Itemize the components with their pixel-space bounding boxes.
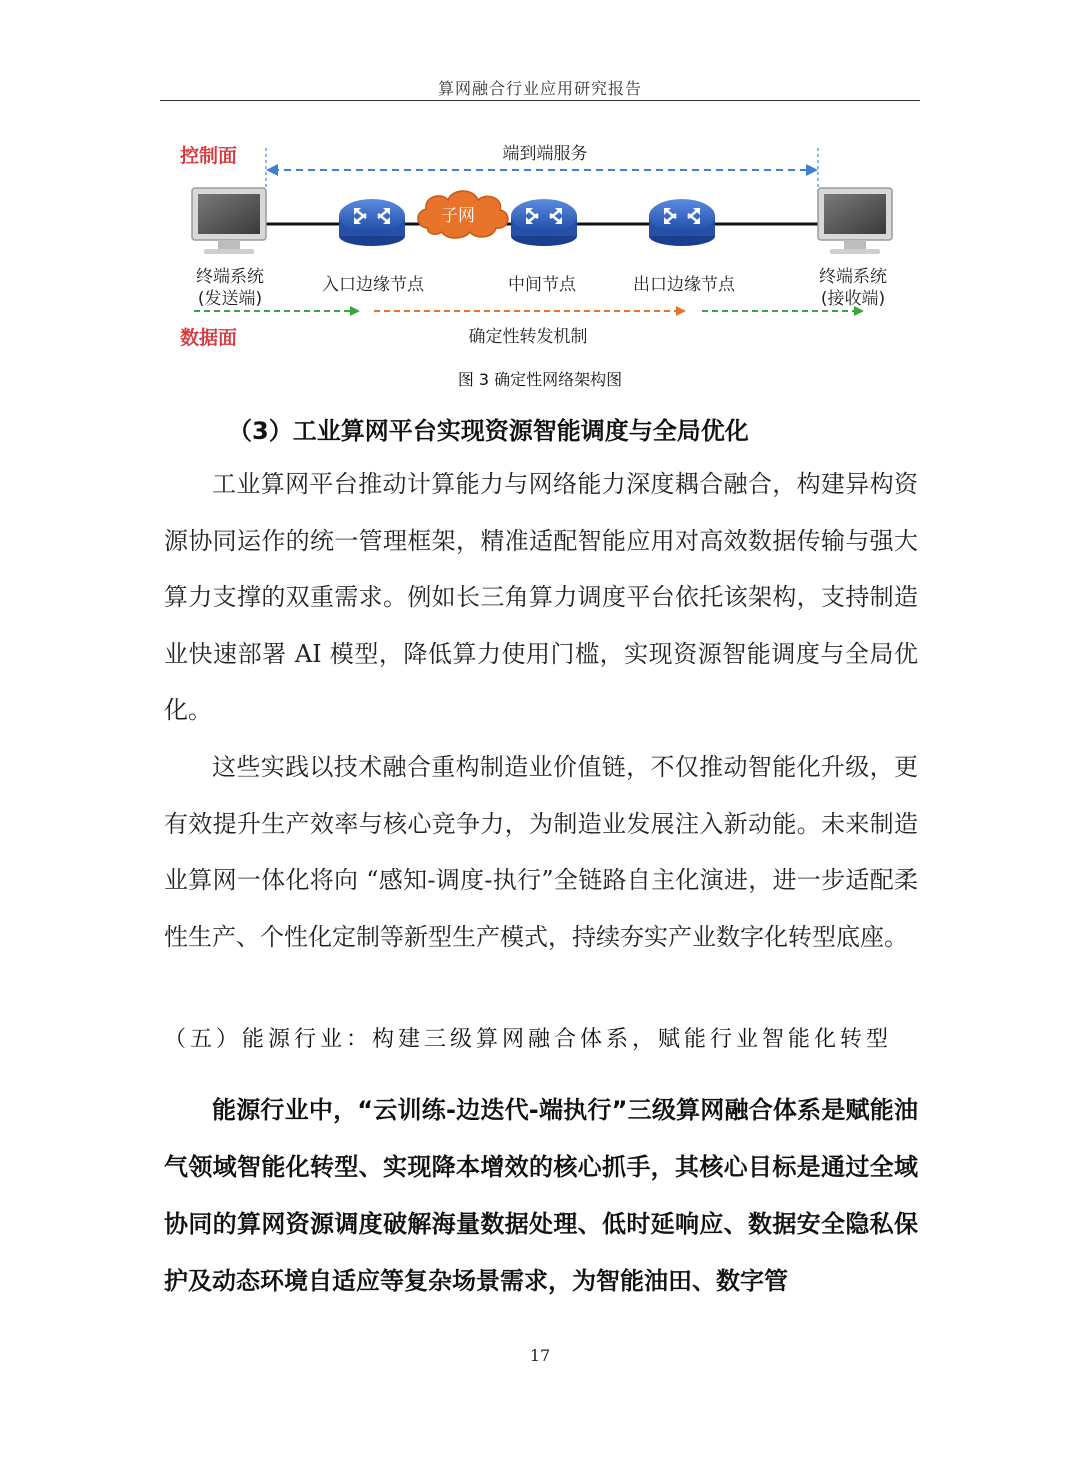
e2e-arrow-right-head [806, 164, 818, 176]
figure-caption: 图 3 确定性网络架构图 [457, 370, 623, 389]
receiver-label-line2: (接收端) [820, 289, 886, 309]
middle-node-label: 中间节点 [508, 275, 576, 295]
data-plane-label: 数据面 [180, 327, 238, 349]
sender-terminal-icon [192, 188, 266, 254]
receiver-terminal-icon [818, 188, 892, 254]
sender-label-line2: (发送端) [197, 289, 263, 309]
e2e-service-label: 端到端服务 [502, 144, 588, 164]
paragraph-3: 能源行业中，“云训练-边迭代-端执行”三级算网融合体系是赋能油气领域智能化转型、实现降本增效的核心抓手，其核心目标是通过全域协同的算网资源调度破解海量数据处理、低时延响应、数据安全隐私保护及动态环境自适应等复杂场景需求，为智能油田、数字管 [164, 1096, 918, 1295]
forwarding-mechanism-label: 确定性转发机制 [468, 327, 588, 347]
ingress-router-icon [339, 199, 405, 246]
page-number: 17 [529, 1346, 551, 1365]
section-title: （五）能源行业：构建三级算网融合体系，赋能行业智能化转型 [164, 1027, 893, 1052]
subnet-label: 子网 [441, 206, 475, 226]
header-title: 算网融合行业应用研究报告 [437, 79, 642, 98]
e2e-arrow-left-head [266, 164, 278, 176]
paragraph-2: 这些实践以技术融合重构制造业价值链，不仅推动智能化升级，更有效提升生产效率与核心竞争力，为制造业发展注入新动能。未来制造业算网一体化将向 “感知-调度-执行”全链路自主化演进，进一步适配柔性生产、个性化定制等新型生产模式，持续夯实产业数字化转型底座。 [164, 753, 918, 951]
subnet-cloud-icon [418, 191, 508, 238]
control-plane-label: 控制面 [180, 145, 238, 167]
receiver-label-line1: 终端系统 [819, 267, 887, 287]
middle-router-icon [511, 199, 577, 246]
egress-router-icon [649, 199, 715, 246]
paragraph-1: 工业算网平台推动计算能力与网络能力深度耦合融合，构建异构资源协同运作的统一管理框架，精准适配智能应用对高效数据传输与强大算力支撑的双重需求。例如长三角算力调度平台依托该架构，支持制造业快速部署 AI 模型，降低算力使用门槛，实现资源智能调度与全局优化。 [164, 470, 918, 724]
sender-label-line1: 终端系统 [196, 267, 264, 287]
network-architecture-figure [160, 128, 920, 364]
egress-node-label: 出口边缘节点 [633, 275, 735, 295]
header-divider [160, 100, 920, 101]
subheading: （3）工业算网平台实现资源智能调度与全局优化 [228, 417, 749, 445]
ingress-node-label: 入口边缘节点 [322, 275, 424, 295]
